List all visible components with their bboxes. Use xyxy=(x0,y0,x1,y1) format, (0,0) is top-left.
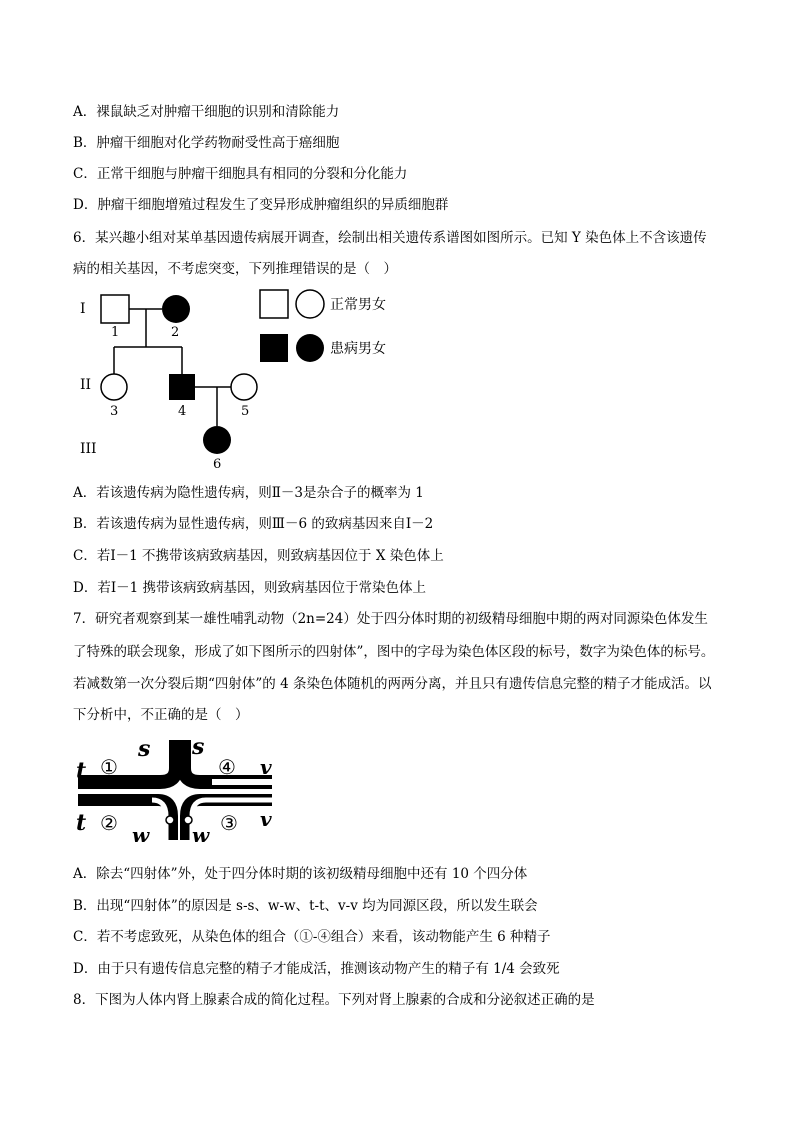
individual-label-1: 1 xyxy=(111,325,120,340)
segment-label-s-left: s xyxy=(138,736,151,762)
q6-option-d: D．若Ⅰ－1 携带该病致病基因，则致病基因位于常染色体上 xyxy=(73,580,427,596)
q7-stem-line2: 了特殊的联会现象，形成了如下图所示的四射体”，图中的字母为染色体区段的标号，数字为染色体的标号。 xyxy=(73,644,715,660)
segment-label-v-lower: v xyxy=(260,807,272,831)
chromosome-1 xyxy=(78,740,176,782)
legend-male-normal-icon xyxy=(260,290,288,318)
segment-label-v-upper: v xyxy=(260,755,272,779)
chromosome-number-4: ④ xyxy=(218,755,236,779)
generation-label-1: I xyxy=(80,301,86,317)
q7-option-c: C．若不考虑致死，从染色体的组合（①-④组合）来看，该动物能产生 6 种精子 xyxy=(73,929,551,945)
individual-6-female-affected xyxy=(203,426,231,454)
q6-stem-line2: 病的相关基因，不考虑突变，下列推理错误的是（ ） xyxy=(73,261,397,277)
individual-2-female-affected xyxy=(162,295,190,323)
individual-4-male-affected xyxy=(169,374,195,400)
q7-stem-line4: 下分析中，不正确的是（ ） xyxy=(73,707,249,723)
q7-stem-line1: 7．研究者观察到某一雄性哺乳动物（2n=24）处于四分体时期的初级精母细胞中期的两对同源染色体发生 xyxy=(73,611,708,627)
q6-option-c: C．若Ⅰ－1 不携带该病致病基因，则致病基因位于 X 染色体上 xyxy=(73,548,444,564)
individual-label-3: 3 xyxy=(110,404,119,419)
segment-label-w-right: w xyxy=(192,823,210,844)
individual-label-2: 2 xyxy=(171,325,180,340)
individual-3-female-normal xyxy=(101,374,127,400)
q5-option-b: B．肿瘤干细胞对化学药物耐受性高于癌细胞 xyxy=(73,135,340,151)
segment-label-t-lower: t xyxy=(76,810,87,836)
centromere-3 xyxy=(184,816,192,824)
individual-label-6: 6 xyxy=(213,457,222,472)
generation-label-3: III xyxy=(80,441,97,457)
individual-5-female-normal xyxy=(231,374,257,400)
segment-label-t-upper: t xyxy=(76,758,87,784)
q7-option-b: B．出现“四射体”的原因是 s-s、w-w、t-t、v-v 均为同源区段，所以发生联会 xyxy=(73,898,538,914)
legend-female-normal-icon xyxy=(296,290,324,318)
q5-option-d: D．肿瘤干细胞增殖过程发生了变异形成肿瘤组织的异质细胞群 xyxy=(73,197,449,213)
legend-affected-label: 患病男女 xyxy=(330,341,386,357)
generation-label-2: II xyxy=(80,377,92,393)
q5-option-a: A．裸鼠缺乏对肿瘤干细胞的识别和清除能力 xyxy=(73,104,340,120)
q6-option-b: B．若该遗传病为显性遗传病，则Ⅲ－6 的致病基因来自Ⅰ－2 xyxy=(73,516,434,532)
centromere-2 xyxy=(166,816,174,824)
legend-male-affected-icon xyxy=(260,334,288,362)
legend-normal-label: 正常男女 xyxy=(330,297,386,313)
pedigree-chart xyxy=(70,285,410,475)
chromosome-number-1: ① xyxy=(100,755,118,779)
chromosome-number-3: ③ xyxy=(220,811,238,835)
legend-female-affected-icon xyxy=(296,334,324,362)
quadrivalent-figure xyxy=(72,736,282,844)
q8-stem-line1: 8．下图为人体内肾上腺素合成的简化过程。下列对肾上腺素的合成和分泌叙述正确的是 xyxy=(73,992,595,1008)
q6-stem-line1: 6．某兴趣小组对某单基因遗传病展开调查，绘制出相关遗传系谱图如图所示。已知 Y 染色体上不含该遗传 xyxy=(73,230,707,246)
q5-option-c: C．正常干细胞与肿瘤干细胞具有相同的分裂和分化能力 xyxy=(73,166,408,182)
chromosome-2 xyxy=(78,800,172,840)
individual-label-4: 4 xyxy=(178,404,187,419)
q7-stem-line3: 若减数第一次分裂后期“四射体”的 4 条染色体随机的两两分离，并且只有遗传信息完整的精子才能成活。以 xyxy=(73,676,712,692)
chromosome-number-2: ② xyxy=(100,811,118,835)
segment-label-s-right: s xyxy=(192,736,205,760)
segment-label-w-left: w xyxy=(132,823,150,844)
q7-option-d: D．由于只有遗传信息完整的精子才能成活，推测该动物产生的精子有 1/4 会致死 xyxy=(73,961,560,977)
individual-label-5: 5 xyxy=(241,404,250,419)
q7-option-a: A．除去“四射体”外，处于四分体时期的该初级精母细胞中还有 10 个四分体 xyxy=(73,866,528,882)
q6-option-a: A．若该遗传病为隐性遗传病，则Ⅱ－3是杂合子的概率为 1 xyxy=(73,485,424,501)
individual-1-male-normal xyxy=(101,295,129,323)
